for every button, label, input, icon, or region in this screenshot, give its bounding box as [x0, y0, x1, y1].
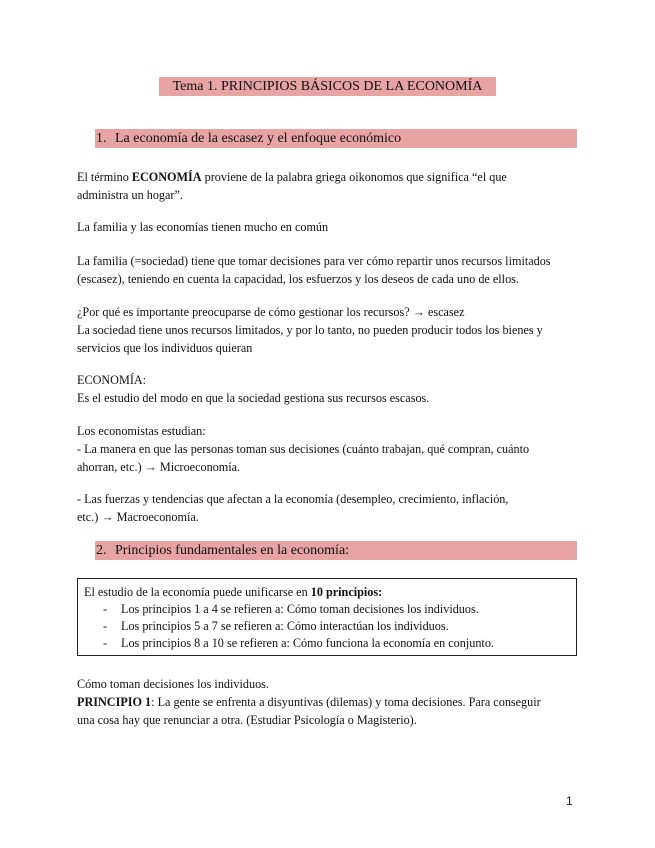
dash-bullet: - [103, 619, 108, 633]
dash-bullet: - [103, 602, 108, 616]
text: Los economistas estudian: [77, 424, 206, 438]
text: Los principios 8 a 10 se refieren a: Cómo funciona la economía en conjunto. [121, 636, 494, 650]
text: una cosa hay que renunciar a otra. (Estudiar Psicología o Magisterio). [77, 713, 417, 727]
text: (escasez), teniendo en cuenta la capacidad, los esfuerzos y los deseos de cada uno de ellos. [77, 272, 519, 286]
text: ECONOMÍA: [77, 373, 147, 387]
bold-term: ECONOMÍA [131, 170, 202, 184]
text: Es el estudio del modo en que la sociedad gestiona sus recursos escasos. [77, 391, 430, 405]
paragraph-familia-sociedad [77, 252, 577, 288]
dash-bullet: - [103, 636, 108, 650]
text: Cómo toman decisiones los individuos. [77, 677, 269, 691]
text: El estudio de la economía puede unificarse en [84, 585, 311, 599]
paragraph-economia-origin [77, 168, 577, 204]
paragraph-escasez [77, 303, 577, 357]
paragraph-principio-1 [77, 675, 577, 729]
section-label: La economía de la escasez y el enfoque económico [115, 131, 402, 146]
text: - La manera en que las personas toman sus decisiones (cuánto trabajan, qué compran, cuánto [77, 442, 530, 456]
list-item [84, 635, 576, 652]
text: servicios que los individuos quieran [77, 341, 253, 355]
section-heading-1 [95, 129, 577, 148]
text: La sociedad tiene unos recursos limitados, y por lo tanto, no pueden producir todos los bienes y [77, 323, 543, 337]
section-number: 1. [96, 131, 107, 146]
paragraph-economistas [77, 422, 577, 476]
box-intro [84, 584, 576, 601]
text: - Las fuerzas y tendencias que afectan a la economía (desempleo, crecimiento, inflación, [77, 492, 509, 506]
text: etc.) → Macroeconomía. [77, 510, 199, 524]
bold-term: 10 principios: [310, 585, 383, 599]
paragraph-macroeconomia [77, 490, 577, 526]
text: ahorran, etc.) → Microeconomía. [77, 460, 241, 474]
text: administra un hogar”. [77, 188, 183, 202]
section-label: Principios fundamentales en la economía: [115, 543, 350, 558]
text: Los principios 1 a 4 se refieren a: Cómo toman decisiones los individuos. [121, 602, 479, 616]
text: : La gente se enfrenta a disyuntivas (dilemas) y toma decisiones. Para conseguir [151, 695, 541, 709]
text: El término [77, 170, 132, 184]
page-title: Tema 1. PRINCIPIOS BÁSICOS DE LA ECONOMÍA [159, 77, 496, 96]
text: proviene de la palabra griega oikonomos que significa “el que [201, 170, 507, 184]
list-item [84, 618, 576, 635]
section-number: 2. [96, 543, 107, 558]
text: ¿Por qué es importante preocuparse de cómo gestionar los recursos? → escasez [77, 305, 465, 319]
text: La familia (=sociedad) tiene que tomar decisiones para ver cómo repartir unos recursos limitados [77, 254, 551, 268]
paragraph-familia: La familia y las economías tienen mucho en común [77, 220, 329, 234]
page-number: 1 [566, 794, 573, 808]
principles-box [77, 578, 577, 656]
list-item [84, 601, 576, 618]
text: Los principios 5 a 7 se refieren a: Cómo interactúan los individuos. [121, 619, 449, 633]
paragraph-definicion [77, 371, 577, 407]
section-heading-2 [95, 541, 577, 560]
bold-term: PRINCIPIO 1 [77, 695, 152, 709]
